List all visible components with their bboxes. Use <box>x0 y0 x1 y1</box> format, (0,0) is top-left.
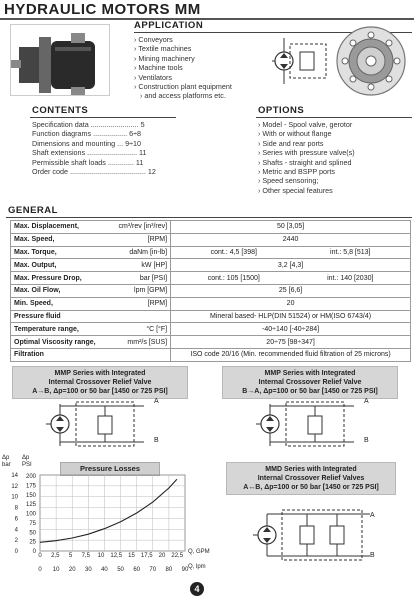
x-tick-label: 12,5 <box>110 553 123 559</box>
list-item: › Metric and BSPP ports <box>258 167 412 176</box>
motor-symbol-icon <box>270 36 330 91</box>
list-item: › Textile machines <box>134 44 264 53</box>
mmp-ab-caption: MMP Series with Integrated Internal Crossover Relief Valve A→B, Δp=100 or 50 bar [1450 or 725 PSI] <box>12 366 188 399</box>
y-tick-label: 12 <box>11 483 18 490</box>
table-row: Max. Output, kW [HP] 3,2 [4,3] <box>11 259 411 272</box>
list-item: › Side and rear ports <box>258 139 412 148</box>
y-tick-label: 0 <box>14 549 18 555</box>
x-tick-label: 80 <box>165 567 173 573</box>
table-row: Max. Displacement, cm³/rev [in³/rev] 50 [3,05] <box>11 221 411 234</box>
table-row: Max. Oil Flow, lpm [GPM] 25 [6,6] <box>11 284 411 297</box>
list-item: › Conveyors <box>134 35 264 44</box>
y-tick-label: 125 <box>25 502 36 509</box>
page-number: 4 <box>190 582 204 596</box>
y-tick-label: 2 <box>14 538 18 545</box>
list-item: › and access platforms etc. <box>134 91 264 100</box>
application-heading: APPLICATION <box>134 20 204 31</box>
toc-row[interactable]: Order code ...................................... 12 <box>32 167 156 177</box>
motor-photo <box>10 24 110 96</box>
y-tick-label: 14 <box>11 473 18 479</box>
list-item: › Model - Spool valve, gerotor <box>258 120 412 129</box>
chart-title: Pressure Losses <box>60 462 160 476</box>
y-tick-label: 4 <box>14 527 18 534</box>
list-item: › With or without flange <box>258 129 412 138</box>
y-axis-left-label: Δp bar <box>2 455 11 468</box>
title-rule <box>0 18 414 20</box>
toc-row[interactable]: Permissible shaft loads ............. 11 <box>32 157 144 167</box>
contents-rule <box>30 117 176 118</box>
y-tick-label: 8 <box>14 505 18 512</box>
application-list <box>134 35 264 101</box>
y-tick-label: 0 <box>32 549 36 555</box>
mmd-circuit-icon <box>252 506 370 569</box>
x-tick-label: 7,5 <box>81 553 90 559</box>
y-tick-label: 75 <box>29 520 36 527</box>
toc-row[interactable]: Function diagrams ................. 6÷8 <box>32 129 142 139</box>
general-table <box>10 220 411 362</box>
table-row: Max. Speed, [RPM] 2440 <box>11 233 411 246</box>
x-tick-label: 50 <box>117 567 124 573</box>
y-axis-right-label: Δp PSI <box>22 455 32 468</box>
options-rule <box>256 117 412 118</box>
x-tick-label: 10 <box>97 553 105 559</box>
pressure-loss-curve <box>40 479 177 542</box>
port-b-label: B <box>370 552 375 559</box>
general-rule <box>6 217 412 218</box>
list-item: › Machine tools <box>134 63 264 72</box>
port-a-label: A <box>154 398 159 405</box>
mmp-ab-circuit-icon <box>44 398 144 455</box>
mmp-ba-circuit-icon <box>254 398 354 455</box>
x-tick-label: 22,5 <box>171 553 184 559</box>
port-b-label: B <box>364 437 369 444</box>
y-tick-label: 100 <box>25 511 36 518</box>
contents-list <box>32 120 180 176</box>
port-b-label: B <box>154 437 159 444</box>
list-item: › Series with pressure valve(s) <box>258 148 412 157</box>
x-tick-label: 70 <box>149 567 157 573</box>
list-item: › Speed sensoring; <box>258 176 412 185</box>
x-axis-bottom-label: Q, lpm <box>188 564 206 570</box>
table-row: Pressure fluid Mineral based- HLP(DIN 51524) or HM(ISO 6743/4) <box>11 310 411 323</box>
x-tick-label: 10 <box>52 567 60 573</box>
y-tick-label: 6 <box>14 516 18 523</box>
x-tick-label: 30 <box>84 567 92 573</box>
mmp-ba-caption: MMP Series with Integrated Internal Crossover Relief Valve B→A, Δp=100 or 50 bar [1450 or 725 PSI] <box>222 366 398 399</box>
table-row: Optimal Viscosity range, mm²/s [SUS] 20÷75 [98÷347] <box>11 336 411 349</box>
x-tick-label: 0 <box>38 567 42 573</box>
pressure-loss-chart <box>0 452 215 580</box>
x-tick-label: 60 <box>133 567 141 573</box>
gerotor-icon <box>334 24 408 103</box>
table-row: Filtration ISO code 20/16 (Min. recommended fluid filtration of 25 microns) <box>11 348 411 361</box>
x-tick-label: 40 <box>101 567 108 573</box>
list-item: › Shafts - straight and splined <box>258 158 412 167</box>
y-tick-label: 175 <box>25 483 36 490</box>
toc-row[interactable]: Specification data ........................ 5 <box>32 120 145 129</box>
y-tick-label: 150 <box>25 492 36 499</box>
x-tick-label: 15 <box>128 553 135 559</box>
x-tick-label: 90 <box>181 567 189 573</box>
x-axis-top-label: Q, GPM <box>188 549 210 555</box>
toc-row[interactable]: Shaft extensions ......................... 11 <box>32 148 147 158</box>
options-list <box>258 120 412 195</box>
toc-row[interactable]: Dimensions and mounting ... 9÷10 <box>32 138 142 148</box>
x-tick-label: 0 <box>38 553 42 559</box>
x-tick-label: 2,5 <box>51 553 60 559</box>
table-row: Max. Torque, daNm [in-lb] cont.: 4,5 [398] int.: 5,8 [513] <box>11 246 411 259</box>
y-tick-label: 10 <box>11 494 18 501</box>
list-item: › Mining machinery <box>134 54 264 63</box>
list-item: › Other special features <box>258 186 412 195</box>
list-item: › Ventilators <box>134 73 264 82</box>
y-tick-label: 50 <box>29 530 36 537</box>
list-item: › Construction plant equipment <box>134 82 264 91</box>
table-row: Min. Speed, [RPM] 20 <box>11 297 411 310</box>
table-row: Temperature range, °C [°F] -40÷140 [-40÷284] <box>11 323 411 336</box>
contents-heading: CONTENTS <box>32 105 89 116</box>
y-tick-label: 25 <box>29 539 36 546</box>
x-tick-label: 20 <box>158 553 166 559</box>
y-tick-label: 200 <box>25 474 36 481</box>
port-a-label: A <box>364 398 369 405</box>
x-tick-label: 5 <box>68 553 73 559</box>
x-tick-label: 20 <box>68 567 76 573</box>
page-title: HYDRAULIC MOTORS MM <box>4 1 201 18</box>
port-a-label: A <box>370 512 375 519</box>
x-tick-label: 17,5 <box>140 553 153 559</box>
mmd-caption: MMD Series with Integrated Internal Crossover Relief Valves A↔B, Δp=100 or 50 bar [1450 or 725 PSI] <box>226 462 396 495</box>
options-heading: OPTIONS <box>258 105 305 116</box>
general-heading: GENERAL <box>8 205 58 216</box>
table-row: Max. Pressure Drop, bar [PSI] cont.: 105 [1500] int.: 140 [2030] <box>11 272 411 285</box>
